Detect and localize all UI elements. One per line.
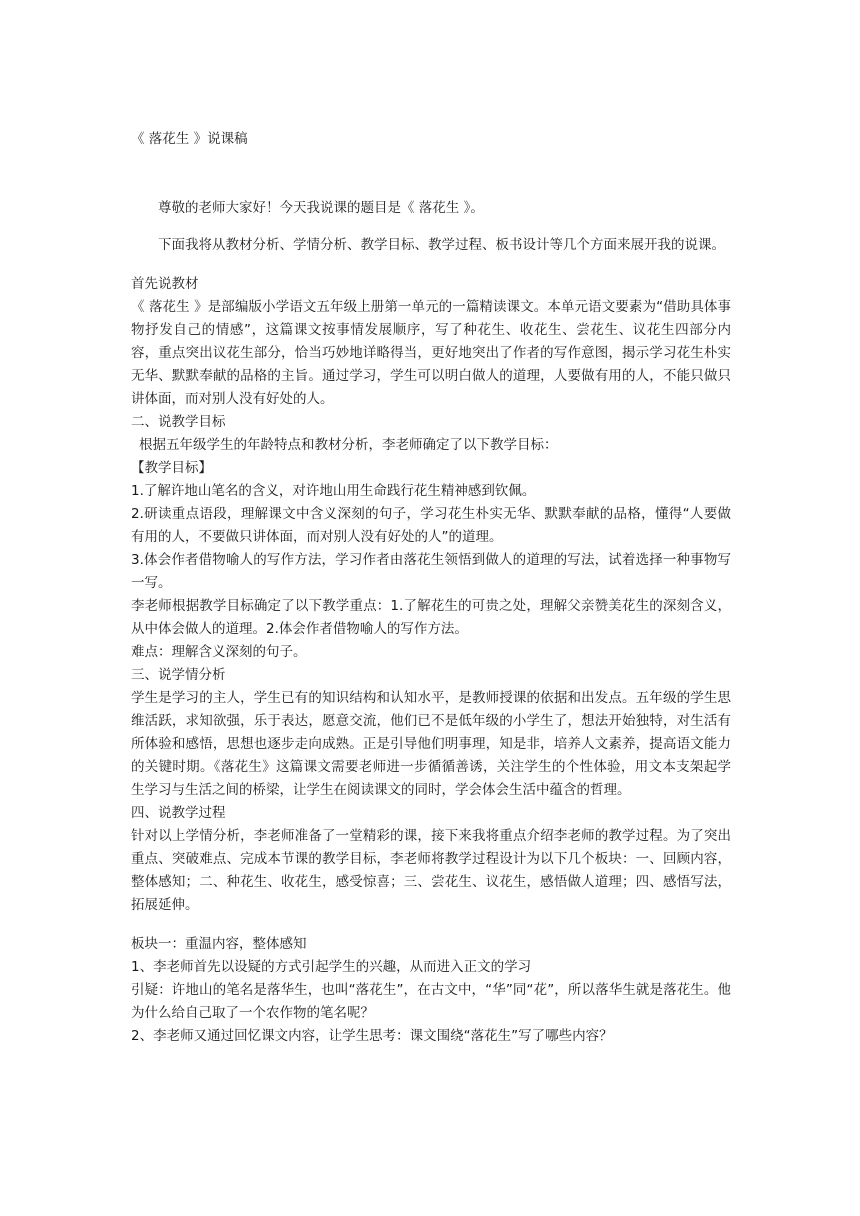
key-points-paragraph: 李老师根据教学目标确定了以下教学重点：1.了解花生的可贵之处，理解父亲赞美花生的深刻含义，从中体会做人的道理。2.体会作者借物喻人的写作方法。 xyxy=(131,598,731,637)
goals-intro: 根据五年级学生的年龄特点和教材分析，李老师确定了以下教学目标： xyxy=(139,437,558,453)
greeting-paragraph: 尊敬的老师大家好！今天我说课的题目是《 落花生 》。 xyxy=(158,200,484,216)
goal-item-3: 3.体会作者借物喻人的写作方法，学习作者由落花生领悟到做人的道理的写法，试着选择一种事物写一写。 xyxy=(131,552,731,591)
document-title: 《 落花生 》说课稿 xyxy=(131,131,248,147)
goals-label: 【教学目标】 xyxy=(131,460,212,476)
goal-item-2: 2.研读重点语段，理解课文中含义深刻的句子，学习花生朴实无华、默默奉献的品格，懂得“人要做有用的人，不要做只讲体面，而对别人没有好处的人”的道理。 xyxy=(131,506,731,545)
step-item-2: 2、李老师又通过回忆课文内容，让学生思考：课文围绕“落花生”写了哪些内容？ xyxy=(131,1028,613,1044)
document-body xyxy=(131,128,731,1048)
step-item-1: 1、李老师首先以设疑的方式引起学生的兴趣，从而进入正文的学习 xyxy=(131,959,532,975)
section-heading-goals: 二、说教学目标 xyxy=(131,414,226,430)
section-heading-process: 四、说教学过程 xyxy=(131,805,226,821)
textbook-paragraph: 《 落花生 》是部编版小学语文五年级上册第一单元的一篇精读课文。本单元语文要素为“借助具体事物抒发自己的情感”，这篇课文按事情发展顺序，写了种花生、收花生、尝花生、议花生四部分内容，重点突出议花生部分，恰当巧妙地详略得当，更好地突出了作者的写作意图，揭示学习花生朴实无华、默默奉献的品格的主旨。通过学习，学生可以明白做人的道理，人要做有用的人，不能只做只讲体面，而对别人没有好处的人。 xyxy=(131,299,731,407)
goal-item-1: 1.了解许地山笔名的含义，对许地山用生命践行花生精神感到钦佩。 xyxy=(131,483,536,499)
process-paragraph: 针对以上学情分析，李老师准备了一堂精彩的课，接下来我将重点介绍李老师的教学过程。为了突出重点、突破难点、完成本节课的教学目标，李老师将教学过程设计为以下几个板块：一、回顾内容，整体感知；二、种花生、收花生，感受惊喜；三、尝花生、议花生，感悟做人道理；四、感悟写法，拓展延伸。 xyxy=(131,828,731,913)
students-paragraph: 学生是学习的主人，学生已有的知识结构和认知水平，是教师授课的依据和出发点。五年级的学生思维活跃，求知欲强，乐于表达，愿意交流，他们已不是低年级的小学生了，想法开始独特，对生活有所体验和感悟，思想也逐步走向成熟。正是引导他们明事理，知是非，培养人文素养，提高语文能力的关键时期。《落花生》这篇课文需要老师进一步循循善诱，关注学生的个性体验，用文本支架起学生学习与生活之间的桥梁，让学生在阅读课文的同时，学会体会生活中蕴含的哲理。 xyxy=(131,690,731,798)
section-heading-students: 三、说学情分析 xyxy=(131,667,226,683)
section-heading-textbook: 首先说教材 xyxy=(131,276,199,292)
step-item-1-detail: 引疑：许地山的笔名是落华生，也叫“落花生”，在古文中，“华”同“花”，所以落华生就是落花生。他为什么给自己取了一个农作物的笔名呢？ xyxy=(131,982,731,1021)
block1-heading: 板块一：重温内容，整体感知 xyxy=(131,936,307,952)
intro-paragraph: 下面我将从教材分析、学情分析、教学目标、教学过程、板书设计等几个方面来展开我的说课。 xyxy=(158,237,725,253)
difficulty-paragraph: 难点：理解含义深刻的句子。 xyxy=(131,644,307,660)
